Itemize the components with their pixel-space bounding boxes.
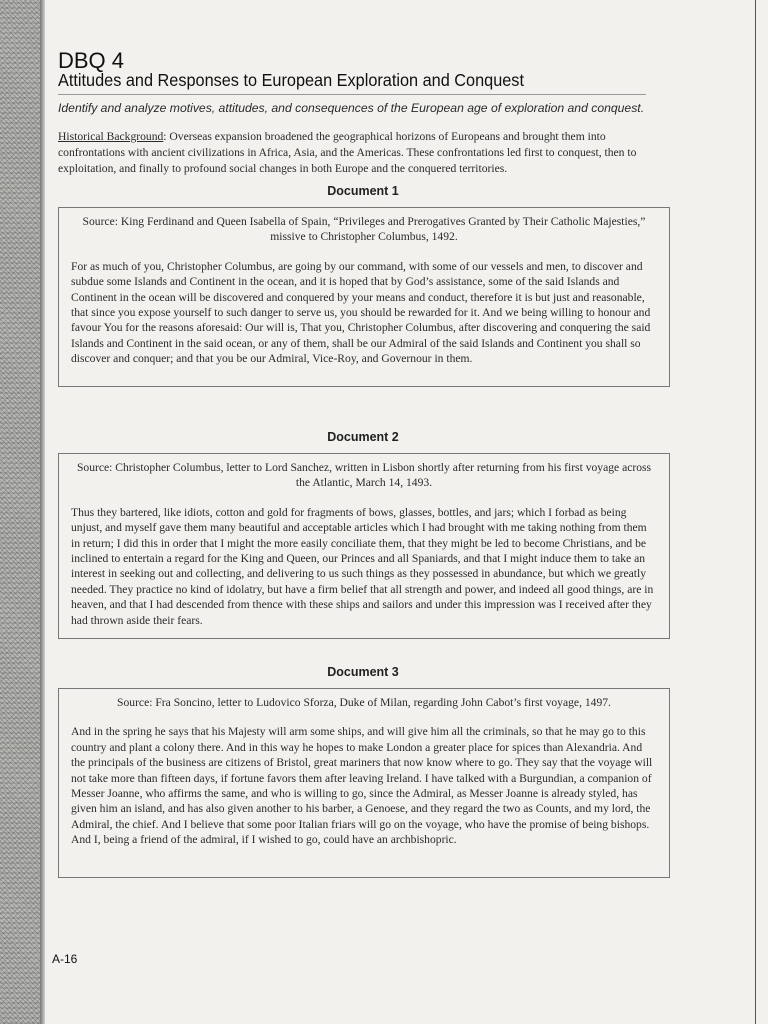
page-edge-line [755,0,756,1024]
document-3-source: Source: Fra Soncino, letter to Ludovico Sforza, Duke of Milan, regarding John Cabot’s first voyage, 1497. [117,696,611,709]
document-3-box [58,688,670,878]
document-1-box [58,207,670,387]
spine-shadow [40,0,45,1024]
page-number: A-16 [52,952,78,966]
document-1-source: Source: King Ferdinand and Queen Isabella of Spain, “Privileges and Prerogatives Granted by Their Catholic Majesties,” missive to Christopher Columbus, 1492. [82,215,646,244]
page-title: Attitudes and Responses to European Exploration and Conquest [58,70,524,90]
document-2-body: Thus they bartered, like idiots, cotton and gold for fragments of bows, glasses, bottles, and jars; which I forbad as being unjust, and myself gave them many beautiful and acceptable articles which I had brought with me taking nothing from them in return; I did this in order that I might the more easily conciliate them, that they might be led to become Christians, and be inclined to entertain a regard for the King and Queen, our Princes and all Spaniards, and that I might induce them to take an interest in seeking out and collecting, and delivering to us such things as they possessed in abundance, but which we greatly needed. They practice no kind of idolatry, but have a firm belief that all strength and power, and indeed all good things, are in heaven, and that I had descended from thence with these ships and sailors and under this impression was I received after they had thrown aside their fears. [71,505,654,627]
document-1-body: For as much of you, Christopher Columbus, are going by our command, with some of our vessels and men, to discover and subdue some Islands and Continent in the ocean, and it is hoped that by God’s assistance, some of the said Islands and Continent in the ocean will be discovered and conquered by your means and conduct, therefore it is but just and reasonable, that since you expose yourself to such danger to serve us, you should be rewarded for it. And we being willing to honour and favour You for the reasons aforesaid: Our will is, That you, Christopher Columbus, after discovering and conquering the said Islands and Continent in the said ocean, or any of them, shall be our Admiral of the said Islands and Continent you shall so discover and conquer; and that you be our Admiral, Vice-Roy, and Governour in them. [71,259,651,366]
task-instruction: Identify and analyze motives, attitudes, and consequences of the European age of exploration and conquest. [58,101,645,115]
document-1-heading: Document 1 [327,184,399,198]
document-2-source: Source: Christopher Columbus, letter to Lord Sanchez, written in Lisbon shortly after returning from his first voyage across the Atlantic, March 14, 1493. [76,461,652,490]
historical-background-label: Historical Background [58,130,164,143]
dbq-number: DBQ 4 [58,48,125,73]
document-2-box [58,453,670,639]
title-divider [58,94,646,95]
document-2-heading: Document 2 [327,430,399,444]
document-3-heading: Document 3 [327,665,399,679]
scanned-book-spine [0,0,44,1024]
document-3-body: And in the spring he says that his Majesty will arm some ships, and will give him all the criminals, so that he may go to this country and plant a colony there. And in this way he hopes to make London a greater place for spices than Alexandria. And the principals of the business are citizens of Bristol, great mariners that now know where to go. They say that the voyage will not take more than fifteen days, if fortune favors them after leaving Ireland. I have talked with a Burgundian, a companion of Messer Joanne, who affirms the same, and who is willing to go, since the Admiral, as Messer Joanne is already styled, has given him an island, and has also given another to his barber, a Genoese, and they regard the two as Counts, and my lord, the Admiral, the chief. And I believe that some poor Italian friars will go on the voyage, who have the promise of being bishops. And I, being a friend of the admiral, if I wished to go, could have an archbishopric. [71,725,653,847]
historical-background [58,129,668,177]
historical-background-text: : Overseas expansion broadened the geographical horizons of Europeans and brought them into confrontations with ancient civilizations in Africa, Asia, and the Americas. These confrontations led first to conquest, then to exploitation, and finally to profound social changes in both Europe and the conquered territories. [58,130,637,175]
